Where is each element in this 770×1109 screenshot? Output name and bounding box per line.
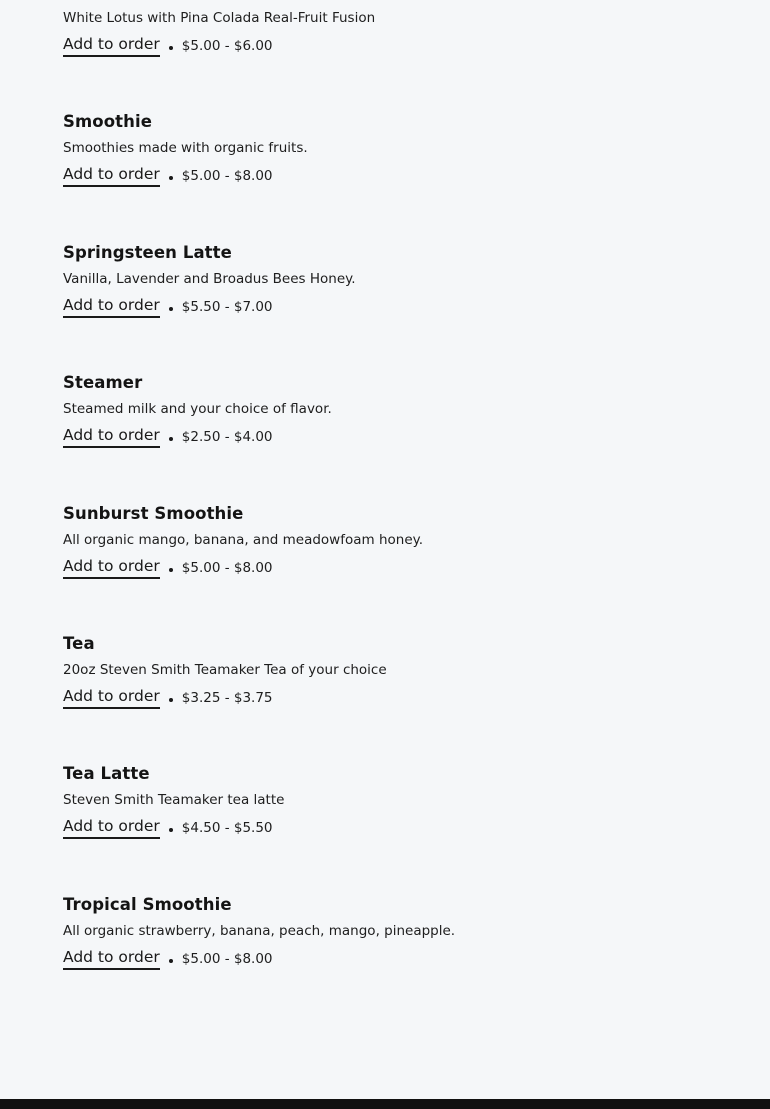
separator-dot [169, 437, 173, 441]
add-to-order-button[interactable]: Add to order [63, 947, 160, 970]
price-range: $2.50 - $4.00 [181, 429, 273, 446]
add-to-order-button[interactable]: Add to order [63, 556, 160, 579]
separator-dot [169, 959, 173, 963]
price-range: $5.00 - $8.00 [181, 559, 273, 576]
footer-bar [0, 1099, 770, 1109]
item-actions [63, 34, 743, 58]
menu-item [63, 503, 743, 633]
item-description: All organic strawberry, banana, peach, mango, pineapple. [63, 922, 456, 939]
separator-dot [169, 176, 173, 180]
item-name: Sunburst Smoothie [63, 503, 244, 523]
item-name: Steamer [63, 373, 143, 393]
item-name: Tea Latte [63, 764, 150, 784]
separator-dot [169, 307, 173, 311]
item-description: White Lotus with Pina Colada Real-Fruit Fusion [63, 10, 376, 26]
item-description: Vanilla, Lavender and Broadus Bees Honey. [63, 270, 356, 287]
item-description: All organic mango, banana, and meadowfoam honey. [63, 531, 423, 548]
item-description: 20oz Steven Smith Teamaker Tea of your choice [63, 661, 387, 678]
separator-dot [169, 46, 173, 50]
separator-dot [169, 828, 173, 832]
add-to-order-button[interactable]: Add to order [63, 164, 160, 187]
price-range: $5.50 - $7.00 [181, 298, 273, 315]
add-to-order-button[interactable]: Add to order [63, 686, 160, 709]
price-range: $5.00 - $8.00 [181, 168, 273, 185]
add-to-order-button[interactable]: Add to order [63, 295, 160, 318]
item-actions [63, 686, 743, 710]
price-range: $5.00 - $8.00 [181, 950, 273, 967]
item-name: Springsteen Latte [63, 242, 232, 262]
menu-item-list [63, 0, 743, 1024]
item-actions [63, 556, 743, 580]
item-description: Steamed milk and your choice of flavor. [63, 401, 332, 418]
menu-item [63, 111, 743, 241]
add-to-order-button[interactable]: Add to order [63, 425, 160, 448]
menu-item [63, 372, 743, 502]
price-range: $4.50 - $5.50 [181, 820, 273, 837]
price-range: $5.00 - $6.00 [181, 38, 273, 54]
item-name: Smoothie [63, 112, 153, 132]
menu-item [63, 763, 743, 893]
item-actions [63, 425, 743, 449]
menu-item [63, 0, 743, 111]
add-to-order-button[interactable]: Add to order [63, 816, 160, 839]
separator-dot [169, 698, 173, 702]
item-name: Tea [63, 633, 95, 653]
item-actions [63, 164, 743, 188]
price-range: $3.25 - $3.75 [181, 689, 273, 706]
item-actions [63, 947, 743, 971]
menu-item [63, 633, 743, 763]
item-actions [63, 816, 743, 840]
menu-item [63, 242, 743, 372]
item-description: Steven Smith Teamaker tea latte [63, 792, 285, 809]
separator-dot [169, 568, 173, 572]
item-actions [63, 295, 743, 319]
add-to-order-button[interactable]: Add to order [63, 34, 160, 57]
item-description: Smoothies made with organic fruits. [63, 140, 308, 157]
menu-item [63, 894, 743, 1024]
item-name [63, 0, 743, 3]
item-name: Tropical Smoothie [63, 894, 232, 914]
